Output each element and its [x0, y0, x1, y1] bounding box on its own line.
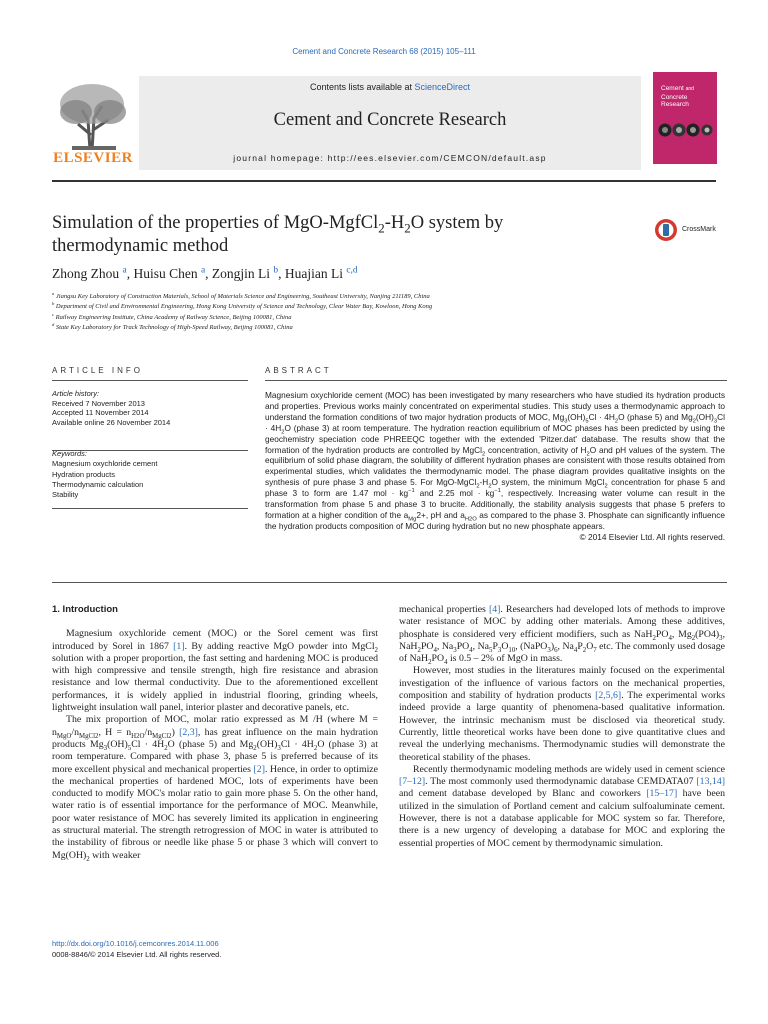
author-name: Zhong Zhou	[52, 266, 120, 281]
body-column-left	[52, 604, 378, 862]
abstract-heading: ABSTRACT	[265, 366, 332, 375]
citation-link[interactable]: [15–17]	[646, 788, 678, 800]
footer-doi	[52, 939, 221, 960]
journal-homepage	[139, 153, 641, 163]
abstract-copyright: © 2014 Elsevier Ltd. All rights reserved.	[579, 531, 725, 542]
affiliation-b: $^b$ Department of Civil and Environmental Engineering, Hong Kong University of Science and Technology, Clear Water Bay, Kowloon, Hong Kong	[52, 301, 433, 311]
article-info-heading: ARTICLE INFO	[52, 366, 143, 375]
online-date: Available online 26 November 2014	[52, 417, 171, 427]
cover-title-and: and	[685, 86, 694, 92]
keyword: Hydration products	[52, 469, 115, 479]
body-column-right	[399, 604, 725, 850]
citation-link[interactable]: [1]	[173, 640, 185, 652]
homepage-label: journal homepage:	[233, 153, 328, 163]
affiliation-ref[interactable]: a	[200, 265, 206, 276]
keyword: Thermodynamic calculation	[52, 479, 144, 489]
journal-cover	[653, 72, 717, 164]
citation-link[interactable]: [2]	[253, 763, 265, 775]
divider	[265, 380, 727, 381]
paragraph: However, most studies in the literatures mainly focused on the experimental investigation of the influence of various factors on the mechanical properties, composition and stability of hydration products [2,5,6]. The experimental works indeed provide a large quantity of phenomena-based qualitative information. However, the intrinsic mechanism must be disclosed via theoretical study. Currently, little theoretical works have been done to give quantitative clues and reveal the underlying mechanisms. Thermodynamic studies will demonstrate the theoretical stability of the phases.	[399, 665, 726, 763]
affiliation-d: $^d$ State Key Laboratory for Track Technology of High-Speed Railway, Beijing 100081, China	[52, 321, 293, 331]
affiliation-ref[interactable]: b	[273, 265, 279, 276]
paragraph: Recently thermodynamic modeling methods are widely used in cement science [7–12]. The most commonly used thermodynamic database CEMDATA07 [13,14] and cement database developed by Blanc and coworkers [15–17] have been utilized in the simulation of Portland cement and calcium sulfoaluminate cement. However, there is not a database applicable for MOC system so far. Therefore, there is a new urgency of developing a database for MOC and exploring the essential properties of MOC cement by thermodynamic simulation.	[399, 763, 725, 849]
journal-reference[interactable]: Cement and Concrete Research 68 (2015) 105–111	[292, 47, 476, 56]
author-name: Huajian Li	[284, 266, 343, 281]
author-name: Huisu Chen	[133, 266, 198, 281]
doi-link[interactable]: http://dx.doi.org/10.1016/j.cemconres.2014.11.006	[52, 939, 219, 948]
contents-prefix: Contents lists available at	[309, 82, 415, 92]
crossmark-badge[interactable]	[654, 218, 724, 246]
citation-link[interactable]: [2,5,6]	[595, 690, 622, 702]
keyword: Magnesium oxychloride cement	[52, 459, 158, 469]
author-list: Zhong Zhou $^a$, Huisu Chen $^a$, Zongjin Li $^b$, Huajian Li $^{c,d}$	[52, 265, 358, 281]
divider	[52, 582, 727, 583]
journal-title: Cement and Concrete Research	[273, 110, 507, 130]
paragraph: The mix proportion of MOC, molar ratio expressed as M /H (where $M = n_{MgO}/n_{MgCl2}$, $H = n_{H2O}/n_{MgCl2}$) [2,3], has great influence on the main hydration products $Mg_3(OH)_5Cl \cdot 4H_2O$ (phase 5) and $Mg_2(OH)_3Cl \cdot 4H_2O$ (phase 3) at room temperature. Compared with phase 3, phase 5 is preferred because of its more excellent physical and mechanical properties [2]. Hence, in order to optimize the mechanical properties of hardened MOC, lots of experiments have been conducted to modify MOC's molar ratio to gain more phase 5. On the other hand, water ratio is of essential importance for the performance of MOC. Meanwhile, poor water resistance of MOC has severely limited its application in engineering as structural material. The strength retrogression of MOC in water is attributed to the instability of fibrous or needle like phase 5 or phase 3 which will convert to $Mg(OH)_2$ with weaker	[52, 714, 379, 863]
article-history	[52, 389, 170, 427]
keywords-label: Keywords:	[52, 449, 88, 458]
citation-link[interactable]: [4]	[488, 604, 501, 615]
citation-link[interactable]: [2,3]	[179, 726, 198, 738]
paragraph: mechanical properties [4]. Researchers had developed lots of methods to improve water resistance of MOC by adding other materials. Among these additives, phosphate is considered very efficient modifiers, such as $NaH_2PO_4$, $Mg_2(PO4)_3$, $NaH_2PO_4$, $Na_3PO_4$, $Na_5P_3O_{10}$, $(NaPO_3)_6$, $Na_4P_2O_7$ etc. The commonly used dosage of $NaH_2PO_4$ is 0.5 – 2% of MgO in mass.	[399, 604, 726, 667]
received-date: Received 7 November 2013	[52, 398, 145, 408]
accepted-date: Accepted 11 November 2014	[52, 408, 149, 418]
affiliation-ref[interactable]: a	[122, 265, 127, 276]
paragraph: Magnesium oxychloride cement (MOC) or the Sorel cement was first introduced by Sorel in 1867 [1]. By adding reactive MgO powder into MgCl$_2$ solution with a proper proportion, the fast setting and hardening MOC is produced with high compressive and tensile strength, high fire resistance and abrasion resistance and low thermal conductivity. Due to the aforementioned excellent performances, it is widely applied in industrial flooring, grinding wheels, lightweight insulation wall panel, interior plaster and decorative panels, etc.	[52, 628, 378, 714]
crossmark-label: CrossMark	[682, 226, 716, 233]
cover-title-1: Cement	[661, 85, 684, 92]
homepage-url[interactable]: http://ees.elsevier.com/CEMCON/default.asp	[327, 153, 547, 163]
abstract-text: Magnesium oxychloride cement (MOC) has been investigated by many researchers who have studied its hydration products and properties. Previous works mainly concentrated on experimental studies. This study uses a thermodynamic approach to understand the formation conditions of two major hydration products of MOC, $Mg_3(OH)_5Cl \cdot 4H_2O$ (phase 5) and $Mg_2(OH)_3Cl \cdot 4H_2O$ (phase 3) at room temperature. The hydration reaction equilibrium of MOC phases has been predicted by using the geochemistry speciation code PHREEQC together with the extended 'Pitzer.dat' database. The results show that the formation of the hydration products are controlled by MgCl$_2$ concentration, activity of $H_2O$ and pH values of the system. The equilibrium of solid phase diagram, the solubility of different hydration phases are consistent with those results obtained from experimental studies, which validates the thermodynamic model. The phase diagram provides qualitative insights on the synthesis of pure phase 3 and phase 5. For MgO-$MgCl_2-H_2O$ system, the minimum MgCl$_2$ concentration for phase 5 and phase 3 to form are 1.47 mol · $kg^{-1}$ and 2.25 mol · $kg^{-1}$, respectively. Increasing water volume can result in the transformation from phase 5 and phase 3 to brucite. Additionally, the stability analysis suggests that phase 5 prefers to formation at a higher condition of the $a_{Mg}2+$, pH and $a_{H2O}$ as compared to the phase 3. Phosphate can significantly influence the hydration products composition of MOC during hydration but no new phosphate appears. © 2014 Elsevier Ltd. All rights reserved.	[265, 390, 725, 542]
affiliation-a: $^a$ Jiangsu Key Laboratory of Construction Materials, School of Materials Science and Engineering, Southeast University, Nanjing 211189, China	[52, 290, 430, 300]
affiliations	[52, 292, 432, 333]
citation-link[interactable]: [13,14]	[696, 776, 725, 788]
author-name: Zongjin Li	[211, 266, 271, 281]
cover-title-3: Research	[661, 101, 689, 108]
contents-line	[139, 82, 641, 92]
paper-title: Simulation of the properties of MgO-$MgfCl_2-H_2O$ system by thermodynamic method	[52, 213, 504, 256]
elsevier-wordmark: ELSEVIER	[53, 150, 133, 166]
crossmark-icon	[654, 218, 678, 242]
cover-title-2: Concrete	[661, 93, 688, 101]
divider	[52, 508, 248, 509]
keywords	[52, 449, 157, 500]
divider	[52, 380, 248, 381]
keyword: Stability	[52, 490, 79, 500]
affiliation-ref[interactable]: c,d	[346, 265, 358, 276]
header-rule	[52, 180, 716, 182]
section-heading: 1. Introduction	[52, 604, 118, 615]
cover-image-strip	[657, 122, 713, 138]
sciencedirect-link[interactable]: ScienceDirect	[414, 82, 471, 92]
cover-title	[661, 85, 694, 109]
history-label: Article history:	[52, 389, 100, 398]
affiliation-c: $^c$ Railway Engineering Institute, China Academy of Railway Science, Beijing 100081, China	[52, 311, 292, 321]
issn-copyright: 0008-8846/© 2014 Elsevier Ltd. All rights reserved.	[52, 949, 222, 959]
citation-link[interactable]: [7–12]	[399, 776, 426, 788]
